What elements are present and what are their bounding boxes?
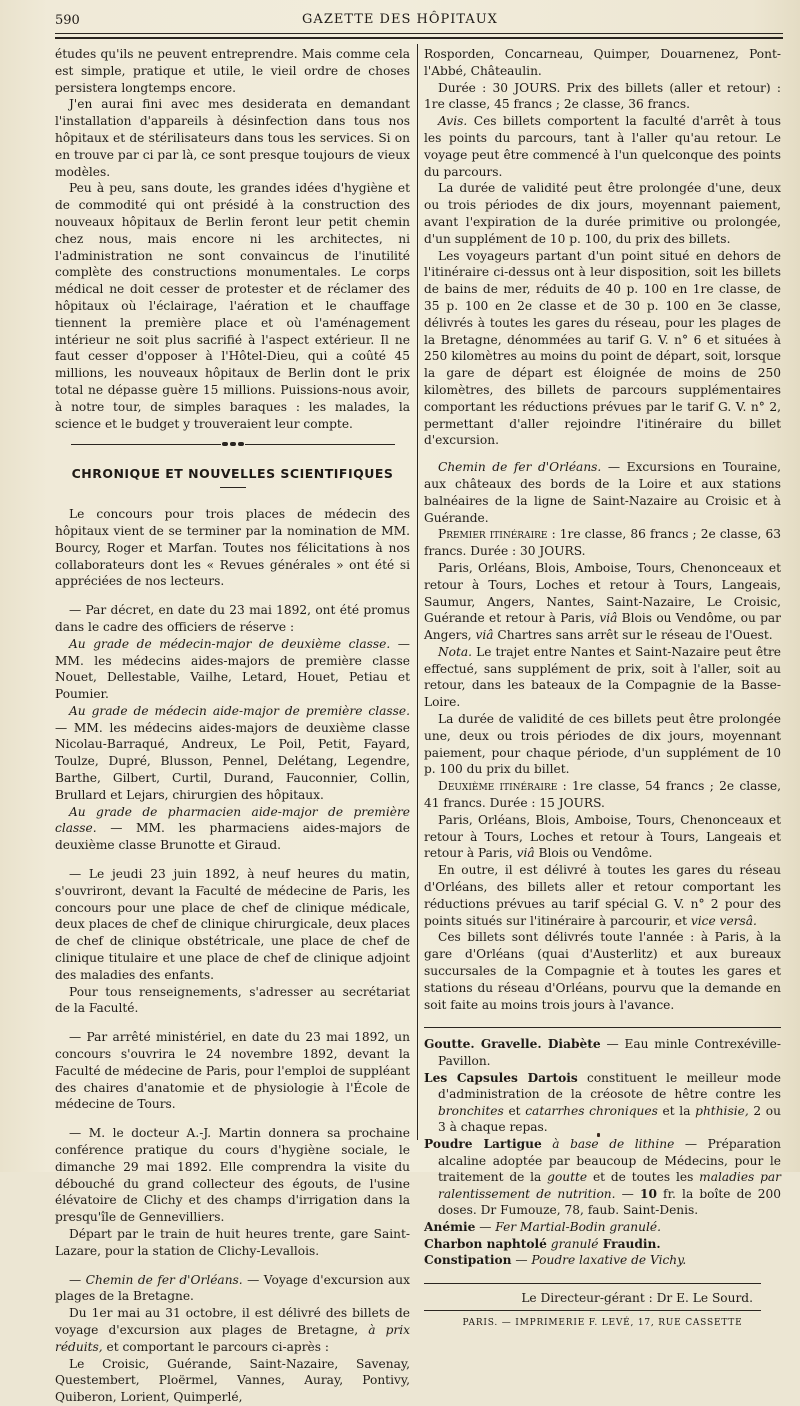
paragraph: La durée de validité peut être prolongée d'une, deux ou trois périodes de dix jours, moyennant paiement, avant l'expiration de la durée primitive ou prolongée, d'un supplément de 10 p. 100, du prix des billets. xyxy=(424,181,781,246)
bold-text: Anémie xyxy=(424,1219,476,1234)
italic-text: Chemin de fer d'Orléans. xyxy=(85,1272,243,1287)
text: — Excursions en Touraine, aux châteaux des bords de la Loire et aux stations balnéaires de la ligne de Saint-Nazaire au Croisic et à Guérande. xyxy=(424,460,781,525)
paragraph: Rosporden, Concarneau, Quimper, Douarnenez, Pont-l'Abbé, Châteaulin. xyxy=(424,47,781,78)
paragraph: Les voyageurs partant d'un point situé en dehors de l'itinéraire ci-dessus ont à leur disposition, soit les billets de bains de mer, réduits de 40 p. 100 en 1re classe, de 35 p. 100 en 2e classe et de 30 p. 100 en 3e classe, délivrés à toutes les gares du réseau, pour les plages de la Bretagne, dénommées au tarif G. V. n° 6 et situées à 250 kilomètres au moins du point de départ, soit, lorsque la gare de départ est éloignée de moins de 250 kilomètres, des billets de parcours supplémentaires comportant les réductions prévues par le tarif G. V. n° 2, permettant d'aller rejoindre l'itinéraire du billet d'excursion. xyxy=(424,248,781,448)
header-rule xyxy=(55,33,783,34)
ornament-divider xyxy=(55,436,410,452)
paragraph: — M. le docteur A.-J. Martin donnera sa prochaine conférence pratique du cours d'hygiène sociale, le dimanche 29 mai 1892. Elle comprendra la visite du débouché du grand collecteur des égouts, de l'usine élévatoire de Clichy et des champs d'irrigation dans la presqu'île de Gennevilliers. xyxy=(55,1126,410,1225)
italic-text: goutte xyxy=(547,1170,588,1185)
text: et comportant le parcours ci-après : xyxy=(102,1339,329,1354)
paragraph: — Le jeudi 23 juin 1892, à neuf heures du matin, s'ouvriront, devant la Faculté de médecine de Paris, les concours pour une place de chef de clinique médicale, deux places de chef de clinique chirurgicale, deux places de chef de clinique obstétricale, une place de chef de clinique titulaire et une place de chef de clinique adjoint des maladies des enfants. xyxy=(55,867,410,982)
paragraph xyxy=(55,1305,410,1355)
italic-text: Au grade de médecin-major de deuxième classe. xyxy=(69,636,391,651)
paragraph: J'en aurai fini avec mes desiderata en demandant l'installation d'appareils à désinfection dans tous nos hôpitaux et de stérilisateurs dans tous les services. Si on en trouve par ci par là, ce sont presque toujours de vieux modèles. xyxy=(55,97,410,179)
text: Blois ou Vendôme, ou par Angers, xyxy=(424,611,781,643)
text: — Eau minle Contrexéville-Pavillon. xyxy=(438,1037,781,1069)
advertisement xyxy=(424,1036,781,1069)
advertisement xyxy=(424,1219,781,1236)
text: 2 ou 3 à chaque repas. xyxy=(438,1103,781,1135)
text: En outre, il est délivré à toutes les gares du réseau d'Orléans, des billets aller et retour comportant les réductions prévues au tarif spécial G. V. n° 2 pour des points situés sur l'itinéraire à parcourir, et xyxy=(424,863,781,928)
paragraph: Durée : 30 JOURS. Prix des billets (aller et retour) : 1re classe, 45 francs ; 2e classe, 36 francs. xyxy=(424,80,781,112)
text: Paris, Orléans, Blois, Amboise, Tours, Chenonceaux et retour à Tours, Loches et retour à Tours, Langeais et retour à Paris, xyxy=(424,812,781,861)
paragraph: — Par arrêté ministériel, en date du 23 mai 1892, un concours s'ouvrira le 24 novembre 1892, devant la Faculté de médecine de Paris, pour l'emploi de suppléant des chaires d'anatomie et de physiologie à l'École de médecine de Tours. xyxy=(55,1030,410,1112)
paragraph: — Par décret, en date du 23 mai 1892, ont été promus dans le cadre des officiers de réserve : xyxy=(55,603,410,634)
italic-text: viâ xyxy=(475,628,494,643)
italic-text: Avis. xyxy=(438,114,468,129)
bold-text: Goutte. Gravelle. Diabète xyxy=(424,1037,601,1052)
paragraph: Le Croisic, Guérande, Saint-Nazaire, Savenay, Questembert, Ploërmel, Vannes, Auray, Pontivy, Quiberon, Lorient, Quimperlé, xyxy=(55,1356,410,1405)
bold-text: Constipation xyxy=(424,1253,512,1268)
footer-rule xyxy=(424,1283,761,1284)
text: et la xyxy=(657,1103,696,1118)
paragraph: La durée de validité de ces billets peut être prolongée une, deux ou trois périodes de dix jours, moyennant paiement, pour chaque période, d'un supplément de 10 p. 100 du prix du billet. xyxy=(424,712,781,777)
text: — xyxy=(69,1272,86,1287)
italic-text: granulé xyxy=(546,1236,599,1251)
paragraph xyxy=(424,644,781,711)
text: : 1re classe, 86 francs ; 2e classe, 63 francs. Durée : 30 JOURS. xyxy=(424,527,781,559)
text: et de toutes les xyxy=(587,1170,700,1185)
paragraph xyxy=(55,804,410,854)
italic-text: vice versâ. xyxy=(690,913,757,928)
paragraph xyxy=(55,636,410,703)
italic-text: à prix réduits, xyxy=(55,1322,411,1354)
smallcaps-text: Premier itinéraire xyxy=(438,527,548,542)
italic-text: phthisie, xyxy=(695,1103,749,1118)
section-rule xyxy=(220,487,246,488)
paragraph: études qu'ils ne peuvent entreprendre. Mais comme cela est simple, pratique et utile, le vieil ordre de choses persistera longtemps encore. xyxy=(55,47,410,95)
paragraph xyxy=(424,113,781,180)
advertisements xyxy=(424,1036,781,1268)
italic-text: Au grade de médecin aide-major de première classe. xyxy=(69,703,410,718)
header-rule-thick xyxy=(55,37,783,39)
paragraph: Le concours pour trois places de médecin des hôpitaux vient de se terminer par la nomination de MM. Bourcy, Roger et Marfan. Toutes nos félicitations à nos collaborateurs dont les « Revues générales » ont été si appréciées de nos lecteurs. xyxy=(55,507,410,589)
advertisement xyxy=(424,1136,781,1219)
text: Ces billets comportent la faculté d'arrêt à tous les points du parcours, tant à l'aller qu'au retour. Le voyage peut être commencé à l'un quelconque des points du parcours. xyxy=(424,114,781,179)
italic-text: bronchites xyxy=(438,1103,504,1118)
text: constituent le meilleur mode d'administration de la créosote de hêtre contre les xyxy=(438,1070,781,1102)
paragraph: Ces billets sont délivrés toute l'année : à Paris, à la gare d'Orléans (quai d'Austerlitz) et aux bureaux succursales de la Compagnie et à toutes les gares et stations du réseau d'Orléans, pourvu que la demande en soit faite au moins trois jours à l'avance. xyxy=(424,930,781,1012)
paragraph xyxy=(424,812,781,862)
paragraph xyxy=(55,1272,410,1306)
bold-text: 10 xyxy=(639,1186,657,1201)
italic-text: Au grade de pharmacien aide-major de première classe. xyxy=(55,804,410,836)
text: — MM. les pharmaciens aides-majors de deuxième classe Brunotte et Giraud. xyxy=(55,821,410,853)
page-number: 590 xyxy=(55,13,80,28)
text: Le trajet entre Nantes et Saint-Nazaire peut être effectué, sans supplément de prix, soit à l'aller, soit au retour, dans les bateaux de la Compagnie de la Basse-Loire. xyxy=(424,644,781,710)
text: — MM. les médecins aides-majors de deuxième classe Nicolau-Barraqué, Andreux, Le Poil, Petit, Fayard, Toulze, Dupré, Blusson, Pennel, Delétang, Legendre, Barthe, Gilbert, Curtil, Durand, Fauconnier, Collin, Brullard et Lejars, chirurgien des hôpitaux. xyxy=(55,720,410,802)
section-title: CHRONIQUE ET NOUVELLES SCIENTIFIQUES xyxy=(71,466,394,482)
text: — Préparation alcaline adoptée par beaucoup de Médecins, pour le traitement de la xyxy=(438,1136,781,1185)
bold-text: Fraudin. xyxy=(598,1236,661,1251)
text: : 1re classe, 54 francs ; 2e classe, 41 francs. Durée : 15 JOURS. xyxy=(424,779,781,811)
italic-text: viâ xyxy=(516,846,535,861)
smallcaps-text: Deuxième itinéraire xyxy=(438,779,558,794)
director-signature: Le Directeur-gérant : Dr E. Le Sourd. xyxy=(521,1290,753,1305)
advertisement xyxy=(424,1252,781,1269)
paragraph xyxy=(424,526,781,560)
italic-text: catarrhes chroniques xyxy=(525,1103,658,1118)
text: et xyxy=(503,1103,526,1118)
paragraph: Départ par le train de huit heures trente, gare Saint-Lazare, pour la station de Clichy-Levallois. xyxy=(55,1227,410,1258)
footer-rule xyxy=(424,1310,761,1311)
italic-text: maladies par ralentissement de nutrition. xyxy=(438,1170,781,1201)
italic-text: Nota. xyxy=(438,644,473,659)
paragraph xyxy=(424,459,781,526)
paragraph: Peu à peu, sans doute, les grandes idées d'hygiène et de commodité qui ont présidé à la construction des nouveaux hôpitaux de Berlin feront leur petit chemin chez nous, mais encore ni les architectes, ni l'administration ne sont convaincus de l'inutilité complète des constructions monumentales. Le corps médical ne doit cesser de protester et de réclamer des hôpitaux où l'éclairage, l'aération et le chauffage tiennent la première place et où l'aménagement intérieur ne soit plus sacrifié à l'aspect extérieur. Il ne faut cesser d'opposer à l'Hôtel-Dieu, qui a coûté 45 millions, les nouveaux hôpitaux de Berlin dont le prix total ne dépasse guère 15 millions. Puissions-nous avoir, à notre tour, de simples baraques : les malades, la science et le budget y trouveraient leur compte. xyxy=(55,181,410,431)
bold-text: Poudre Lartigue xyxy=(424,1136,542,1151)
printer-imprint: PARIS. — IMPRIMERIE F. LEVÉ, 17, RUE CASSETTE xyxy=(462,1317,743,1328)
italic-text: — Fer Martial-Bodin granulé. xyxy=(475,1219,661,1234)
italic-text: viâ xyxy=(599,611,618,626)
text: — xyxy=(615,1186,640,1201)
paragraph: Pour tous renseignements, s'adresser au secrétariat de la Faculté. xyxy=(55,984,410,1016)
bold-text: Charbon naphtolé xyxy=(424,1236,547,1251)
advertisement xyxy=(424,1070,781,1136)
paragraph xyxy=(424,778,781,812)
column-divider xyxy=(417,44,418,1140)
left-column xyxy=(55,46,410,1406)
text: Chartres sans arrêt sur le réseau de l'Ouest. xyxy=(493,628,773,643)
text: — MM. les médecins aides-majors de première classe Nouet, Dellestable, Vailhe, Letard, Houet, Petiau et Poumier. xyxy=(55,636,410,702)
advertisement xyxy=(424,1236,781,1253)
ads-separator xyxy=(424,1027,781,1028)
italic-text: Chemin de fer d'Orléans. xyxy=(438,460,602,475)
ink-speck xyxy=(597,1133,600,1137)
italic-text: — Poudre laxative de Vichy. xyxy=(511,1253,687,1268)
italic-text: à base de lithine xyxy=(541,1136,675,1151)
bold-text: Les Capsules Dartois xyxy=(424,1070,578,1085)
text: Du 1er mai au 31 octobre, il est délivré des billets de voyage d'excursion aux plages de Bretagne, xyxy=(55,1306,410,1337)
text: — Voyage d'excursion aux plages de la Bretagne. xyxy=(55,1272,411,1304)
running-title: GAZETTE DES HÔPITAUX xyxy=(302,12,498,27)
paragraph xyxy=(55,703,410,804)
paragraph xyxy=(424,560,781,644)
text: Blois ou Vendôme. xyxy=(534,846,653,861)
right-column xyxy=(424,46,781,1331)
text: Paris, Orléans, Blois, Amboise, Tours, Chenonceaux et retour à Tours, Loches et retour à Tours, Langeais, Saumur, Angers, Nantes, Saint-Nazaire, Le Croisic, Guérande et retour à Paris, xyxy=(424,560,781,626)
paragraph xyxy=(424,862,781,929)
text: fr. la boîte de 200 doses. Dr Fumouze, 78, faub. Saint-Denis. xyxy=(438,1186,781,1218)
